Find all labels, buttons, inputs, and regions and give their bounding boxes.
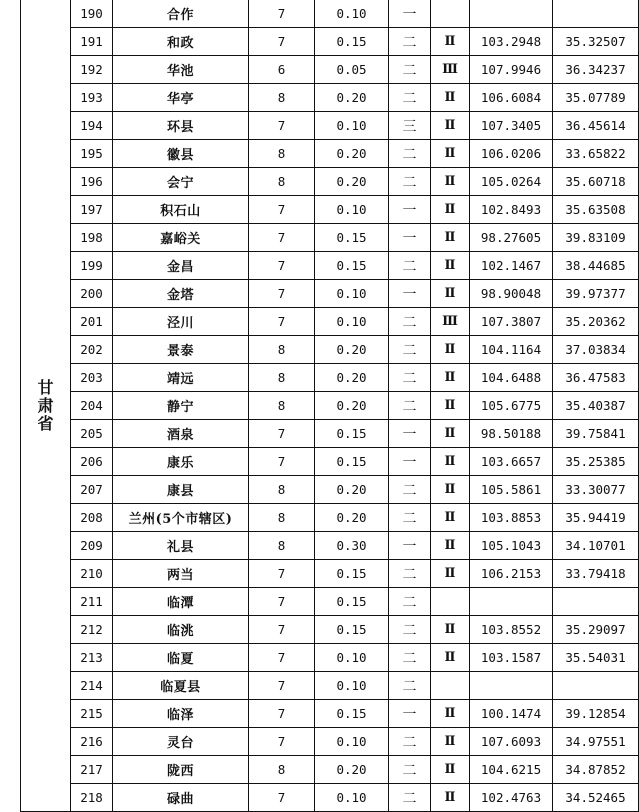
longitude: 105.5861 bbox=[470, 476, 553, 504]
row-number: 206 bbox=[71, 448, 113, 476]
row-number: 198 bbox=[71, 224, 113, 252]
site-class: Ⅱ bbox=[431, 252, 470, 280]
row-number: 192 bbox=[71, 56, 113, 84]
longitude: 103.6657 bbox=[470, 448, 553, 476]
latitude: 39.75841 bbox=[553, 420, 639, 448]
acceleration-value: 0.10 bbox=[315, 728, 389, 756]
row-number: 208 bbox=[71, 504, 113, 532]
site-class: Ⅱ bbox=[431, 140, 470, 168]
row-number: 193 bbox=[71, 84, 113, 112]
design-group: 一 bbox=[389, 280, 431, 308]
intensity-value: 7 bbox=[249, 616, 315, 644]
acceleration-value: 0.20 bbox=[315, 392, 389, 420]
acceleration-value: 0.15 bbox=[315, 616, 389, 644]
longitude: 104.6488 bbox=[470, 364, 553, 392]
county-name: 靖远 bbox=[113, 364, 249, 392]
design-group: 一 bbox=[389, 532, 431, 560]
intensity-value: 8 bbox=[249, 392, 315, 420]
table-row bbox=[21, 224, 639, 252]
latitude: 35.60718 bbox=[553, 168, 639, 196]
intensity-value: 7 bbox=[249, 280, 315, 308]
design-group: 一 bbox=[389, 448, 431, 476]
acceleration-value: 0.20 bbox=[315, 364, 389, 392]
acceleration-value: 0.15 bbox=[315, 224, 389, 252]
latitude: 33.30077 bbox=[553, 476, 639, 504]
county-name: 礼县 bbox=[113, 532, 249, 560]
longitude: 106.6084 bbox=[470, 84, 553, 112]
design-group: 二 bbox=[389, 84, 431, 112]
county-name: 碌曲 bbox=[113, 784, 249, 812]
intensity-value: 8 bbox=[249, 140, 315, 168]
acceleration-value: 0.10 bbox=[315, 0, 389, 28]
table-row bbox=[21, 112, 639, 140]
site-class: Ⅱ bbox=[431, 756, 470, 784]
longitude: 103.1587 bbox=[470, 644, 553, 672]
acceleration-value: 0.15 bbox=[315, 560, 389, 588]
longitude: 102.1467 bbox=[470, 252, 553, 280]
acceleration-value: 0.15 bbox=[315, 588, 389, 616]
table-body bbox=[21, 0, 639, 812]
design-group: 二 bbox=[389, 756, 431, 784]
latitude: 35.63508 bbox=[553, 196, 639, 224]
acceleration-value: 0.10 bbox=[315, 280, 389, 308]
latitude: 35.54031 bbox=[553, 644, 639, 672]
acceleration-value: 0.10 bbox=[315, 196, 389, 224]
latitude bbox=[553, 588, 639, 616]
design-group: 二 bbox=[389, 364, 431, 392]
county-name: 嘉峪关 bbox=[113, 224, 249, 252]
latitude: 35.29097 bbox=[553, 616, 639, 644]
row-number: 190 bbox=[71, 0, 113, 28]
intensity-value: 7 bbox=[249, 700, 315, 728]
site-class: Ⅱ bbox=[431, 112, 470, 140]
table-row bbox=[21, 336, 639, 364]
latitude: 34.52465 bbox=[553, 784, 639, 812]
intensity-value: 7 bbox=[249, 672, 315, 700]
table-row bbox=[21, 448, 639, 476]
acceleration-value: 0.15 bbox=[315, 448, 389, 476]
site-class: Ⅱ bbox=[431, 448, 470, 476]
acceleration-value: 0.20 bbox=[315, 756, 389, 784]
row-number: 199 bbox=[71, 252, 113, 280]
table-row bbox=[21, 532, 639, 560]
intensity-value: 7 bbox=[249, 112, 315, 140]
table-row bbox=[21, 672, 639, 700]
row-number: 194 bbox=[71, 112, 113, 140]
site-class: Ⅲ bbox=[431, 308, 470, 336]
intensity-value: 7 bbox=[249, 588, 315, 616]
longitude: 103.8853 bbox=[470, 504, 553, 532]
site-class: Ⅱ bbox=[431, 644, 470, 672]
intensity-value: 7 bbox=[249, 0, 315, 28]
table-row bbox=[21, 392, 639, 420]
intensity-value: 8 bbox=[249, 336, 315, 364]
table-row bbox=[21, 784, 639, 812]
row-number: 212 bbox=[71, 616, 113, 644]
design-group: 一 bbox=[389, 0, 431, 28]
table-row bbox=[21, 308, 639, 336]
intensity-value: 7 bbox=[249, 448, 315, 476]
row-number: 203 bbox=[71, 364, 113, 392]
site-class: Ⅱ bbox=[431, 560, 470, 588]
province-label: 甘 肃 省 bbox=[37, 377, 54, 433]
table-row bbox=[21, 476, 639, 504]
intensity-value: 7 bbox=[249, 28, 315, 56]
intensity-value: 7 bbox=[249, 196, 315, 224]
row-number: 207 bbox=[71, 476, 113, 504]
county-name: 景泰 bbox=[113, 336, 249, 364]
longitude: 107.3807 bbox=[470, 308, 553, 336]
table-row bbox=[21, 616, 639, 644]
county-name: 金昌 bbox=[113, 252, 249, 280]
county-name: 静宁 bbox=[113, 392, 249, 420]
design-group: 二 bbox=[389, 56, 431, 84]
acceleration-value: 0.10 bbox=[315, 308, 389, 336]
site-class: Ⅱ bbox=[431, 504, 470, 532]
table-row bbox=[21, 196, 639, 224]
latitude: 35.20362 bbox=[553, 308, 639, 336]
longitude: 105.6775 bbox=[470, 392, 553, 420]
row-number: 218 bbox=[71, 784, 113, 812]
latitude bbox=[553, 0, 639, 28]
latitude: 35.94419 bbox=[553, 504, 639, 532]
longitude: 104.6215 bbox=[470, 756, 553, 784]
site-class: Ⅱ bbox=[431, 532, 470, 560]
longitude: 98.50188 bbox=[470, 420, 553, 448]
county-name: 合作 bbox=[113, 0, 249, 28]
table-row bbox=[21, 364, 639, 392]
latitude: 34.97551 bbox=[553, 728, 639, 756]
design-group: 三 bbox=[389, 112, 431, 140]
row-number: 210 bbox=[71, 560, 113, 588]
longitude: 105.0264 bbox=[470, 168, 553, 196]
county-name: 康乐 bbox=[113, 448, 249, 476]
site-class: Ⅲ bbox=[431, 56, 470, 84]
site-class: Ⅱ bbox=[431, 784, 470, 812]
site-class: Ⅱ bbox=[431, 168, 470, 196]
site-class: Ⅱ bbox=[431, 476, 470, 504]
intensity-value: 7 bbox=[249, 784, 315, 812]
latitude: 35.07789 bbox=[553, 84, 639, 112]
acceleration-value: 0.20 bbox=[315, 168, 389, 196]
acceleration-value: 0.20 bbox=[315, 476, 389, 504]
table-row bbox=[21, 700, 639, 728]
county-name: 兰州(5个市辖区) bbox=[113, 504, 249, 532]
latitude bbox=[553, 672, 639, 700]
design-group: 一 bbox=[389, 196, 431, 224]
acceleration-value: 0.20 bbox=[315, 504, 389, 532]
county-name: 徽县 bbox=[113, 140, 249, 168]
county-name: 积石山 bbox=[113, 196, 249, 224]
design-group: 二 bbox=[389, 252, 431, 280]
design-group: 二 bbox=[389, 644, 431, 672]
acceleration-value: 0.15 bbox=[315, 252, 389, 280]
site-class bbox=[431, 0, 470, 28]
row-number: 215 bbox=[71, 700, 113, 728]
latitude: 39.97377 bbox=[553, 280, 639, 308]
intensity-value: 7 bbox=[249, 420, 315, 448]
acceleration-value: 0.20 bbox=[315, 140, 389, 168]
design-group: 二 bbox=[389, 308, 431, 336]
row-number: 204 bbox=[71, 392, 113, 420]
site-class: Ⅱ bbox=[431, 700, 470, 728]
row-number: 217 bbox=[71, 756, 113, 784]
row-number: 197 bbox=[71, 196, 113, 224]
longitude: 106.2153 bbox=[470, 560, 553, 588]
design-group: 二 bbox=[389, 336, 431, 364]
design-group: 二 bbox=[389, 616, 431, 644]
site-class: Ⅱ bbox=[431, 336, 470, 364]
latitude: 38.44685 bbox=[553, 252, 639, 280]
seismic-parameter-table bbox=[20, 0, 639, 812]
latitude: 35.32507 bbox=[553, 28, 639, 56]
row-number: 205 bbox=[71, 420, 113, 448]
design-group: 一 bbox=[389, 700, 431, 728]
site-class: Ⅱ bbox=[431, 28, 470, 56]
county-name: 临夏县 bbox=[113, 672, 249, 700]
row-number: 214 bbox=[71, 672, 113, 700]
design-group: 一 bbox=[389, 224, 431, 252]
row-number: 209 bbox=[71, 532, 113, 560]
row-number: 216 bbox=[71, 728, 113, 756]
acceleration-value: 0.10 bbox=[315, 784, 389, 812]
county-name: 临泽 bbox=[113, 700, 249, 728]
site-class: Ⅱ bbox=[431, 728, 470, 756]
intensity-value: 7 bbox=[249, 252, 315, 280]
intensity-value: 7 bbox=[249, 560, 315, 588]
site-class bbox=[431, 588, 470, 616]
county-name: 康县 bbox=[113, 476, 249, 504]
intensity-value: 8 bbox=[249, 532, 315, 560]
county-name: 两当 bbox=[113, 560, 249, 588]
table-row bbox=[21, 560, 639, 588]
table-row bbox=[21, 728, 639, 756]
intensity-value: 8 bbox=[249, 84, 315, 112]
row-number: 195 bbox=[71, 140, 113, 168]
longitude: 103.8552 bbox=[470, 616, 553, 644]
intensity-value: 8 bbox=[249, 504, 315, 532]
table-row bbox=[21, 84, 639, 112]
design-group: 二 bbox=[389, 476, 431, 504]
longitude bbox=[470, 672, 553, 700]
design-group: 二 bbox=[389, 504, 431, 532]
acceleration-value: 0.15 bbox=[315, 28, 389, 56]
latitude: 34.87852 bbox=[553, 756, 639, 784]
design-group: 一 bbox=[389, 420, 431, 448]
longitude: 106.0206 bbox=[470, 140, 553, 168]
intensity-value: 7 bbox=[249, 224, 315, 252]
county-name: 环县 bbox=[113, 112, 249, 140]
longitude: 107.6093 bbox=[470, 728, 553, 756]
longitude: 98.90048 bbox=[470, 280, 553, 308]
county-name: 金塔 bbox=[113, 280, 249, 308]
county-name: 灵台 bbox=[113, 728, 249, 756]
county-name: 临夏 bbox=[113, 644, 249, 672]
county-name: 临潭 bbox=[113, 588, 249, 616]
design-group: 二 bbox=[389, 140, 431, 168]
longitude: 105.1043 bbox=[470, 532, 553, 560]
longitude: 104.1164 bbox=[470, 336, 553, 364]
table-row bbox=[21, 168, 639, 196]
row-number: 202 bbox=[71, 336, 113, 364]
acceleration-value: 0.05 bbox=[315, 56, 389, 84]
acceleration-value: 0.30 bbox=[315, 532, 389, 560]
longitude: 102.8493 bbox=[470, 196, 553, 224]
county-name: 华亭 bbox=[113, 84, 249, 112]
province-cell bbox=[21, 0, 71, 812]
table-row bbox=[21, 252, 639, 280]
row-number: 213 bbox=[71, 644, 113, 672]
longitude: 100.1474 bbox=[470, 700, 553, 728]
latitude: 39.83109 bbox=[553, 224, 639, 252]
site-class bbox=[431, 672, 470, 700]
intensity-value: 6 bbox=[249, 56, 315, 84]
acceleration-value: 0.15 bbox=[315, 420, 389, 448]
design-group: 二 bbox=[389, 728, 431, 756]
design-group: 二 bbox=[389, 392, 431, 420]
table-row bbox=[21, 756, 639, 784]
acceleration-value: 0.10 bbox=[315, 112, 389, 140]
acceleration-value: 0.10 bbox=[315, 644, 389, 672]
design-group: 二 bbox=[389, 672, 431, 700]
longitude bbox=[470, 588, 553, 616]
latitude: 34.10701 bbox=[553, 532, 639, 560]
site-class: Ⅱ bbox=[431, 196, 470, 224]
site-class: Ⅱ bbox=[431, 616, 470, 644]
row-number: 201 bbox=[71, 308, 113, 336]
latitude: 39.12854 bbox=[553, 700, 639, 728]
intensity-value: 7 bbox=[249, 644, 315, 672]
site-class: Ⅱ bbox=[431, 392, 470, 420]
table-row bbox=[21, 56, 639, 84]
latitude: 37.03834 bbox=[553, 336, 639, 364]
latitude: 33.65822 bbox=[553, 140, 639, 168]
longitude: 107.9946 bbox=[470, 56, 553, 84]
intensity-value: 8 bbox=[249, 756, 315, 784]
intensity-value: 8 bbox=[249, 476, 315, 504]
table-row bbox=[21, 280, 639, 308]
longitude: 102.4763 bbox=[470, 784, 553, 812]
latitude: 35.25385 bbox=[553, 448, 639, 476]
table-row bbox=[21, 420, 639, 448]
table-row bbox=[21, 588, 639, 616]
site-class: Ⅱ bbox=[431, 420, 470, 448]
design-group: 二 bbox=[389, 784, 431, 812]
design-group: 二 bbox=[389, 560, 431, 588]
county-name: 泾川 bbox=[113, 308, 249, 336]
intensity-value: 7 bbox=[249, 308, 315, 336]
row-number: 196 bbox=[71, 168, 113, 196]
county-name: 酒泉 bbox=[113, 420, 249, 448]
county-name: 陇西 bbox=[113, 756, 249, 784]
table-row bbox=[21, 0, 639, 28]
intensity-value: 8 bbox=[249, 364, 315, 392]
county-name: 会宁 bbox=[113, 168, 249, 196]
site-class: Ⅱ bbox=[431, 280, 470, 308]
row-number: 200 bbox=[71, 280, 113, 308]
site-class: Ⅱ bbox=[431, 224, 470, 252]
table-row bbox=[21, 140, 639, 168]
row-number: 211 bbox=[71, 588, 113, 616]
acceleration-value: 0.15 bbox=[315, 700, 389, 728]
table-row bbox=[21, 28, 639, 56]
longitude: 103.2948 bbox=[470, 28, 553, 56]
longitude: 98.27605 bbox=[470, 224, 553, 252]
intensity-value: 8 bbox=[249, 168, 315, 196]
site-class: Ⅱ bbox=[431, 364, 470, 392]
latitude: 36.47583 bbox=[553, 364, 639, 392]
table-row bbox=[21, 504, 639, 532]
county-name: 华池 bbox=[113, 56, 249, 84]
acceleration-value: 0.10 bbox=[315, 672, 389, 700]
latitude: 36.45614 bbox=[553, 112, 639, 140]
county-name: 和政 bbox=[113, 28, 249, 56]
longitude: 107.3405 bbox=[470, 112, 553, 140]
acceleration-value: 0.20 bbox=[315, 84, 389, 112]
latitude: 33.79418 bbox=[553, 560, 639, 588]
row-number: 191 bbox=[71, 28, 113, 56]
design-group: 二 bbox=[389, 588, 431, 616]
design-group: 二 bbox=[389, 28, 431, 56]
site-class: Ⅱ bbox=[431, 84, 470, 112]
longitude bbox=[470, 0, 553, 28]
design-group: 二 bbox=[389, 168, 431, 196]
acceleration-value: 0.20 bbox=[315, 336, 389, 364]
county-name: 临洮 bbox=[113, 616, 249, 644]
table-row bbox=[21, 644, 639, 672]
latitude: 35.40387 bbox=[553, 392, 639, 420]
intensity-value: 7 bbox=[249, 728, 315, 756]
latitude: 36.34237 bbox=[553, 56, 639, 84]
